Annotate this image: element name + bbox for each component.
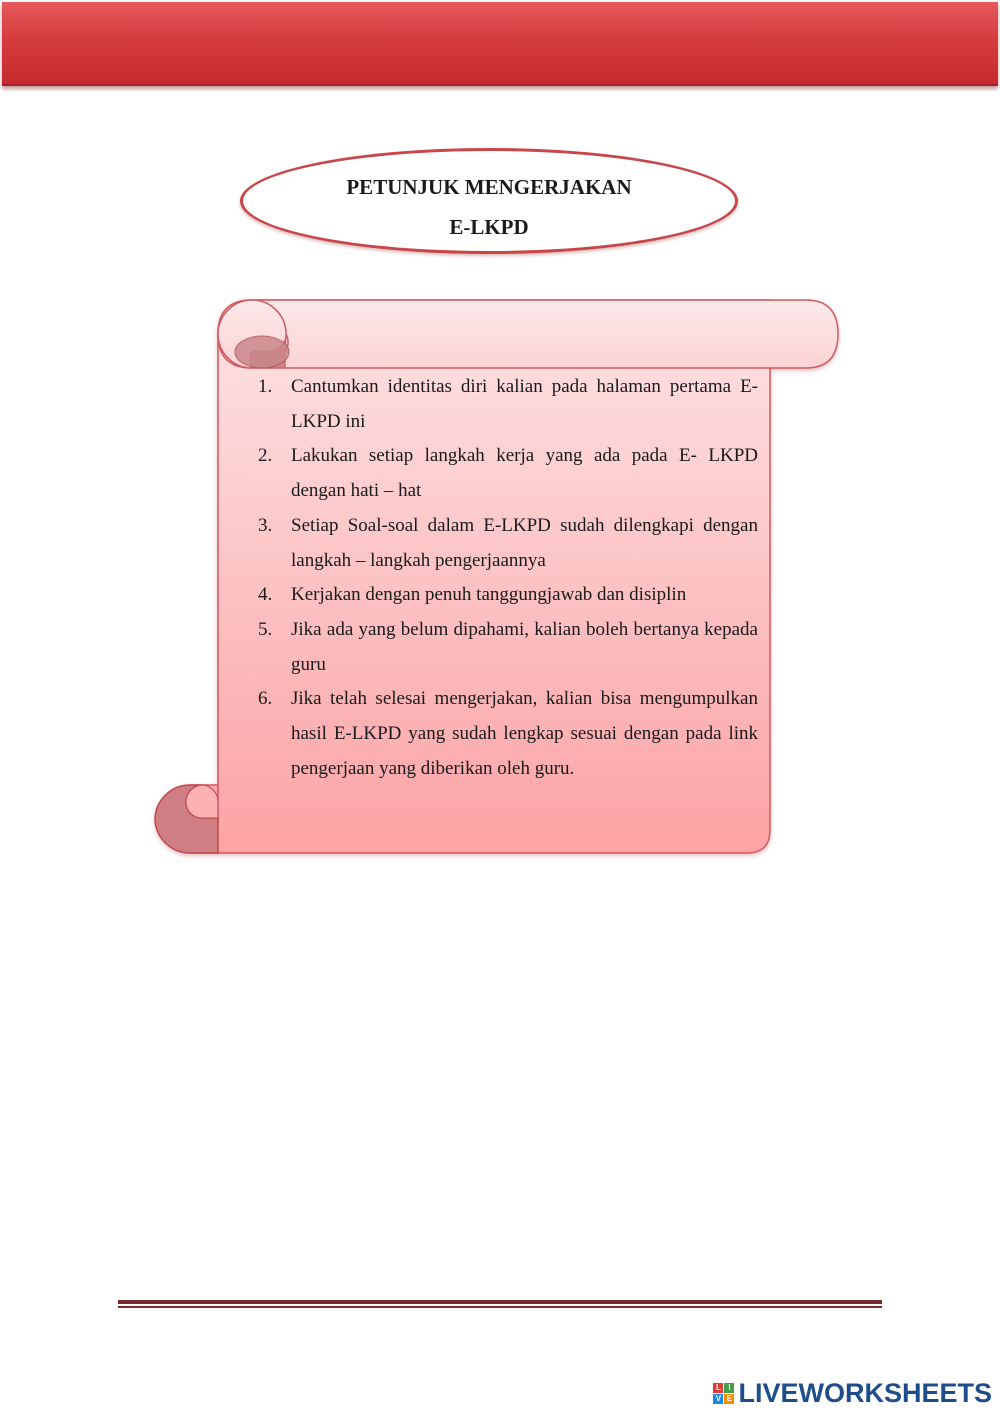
list-item-number: 6. [258, 688, 273, 710]
title-line-1: PETUNJUK MENGERJAKAN [346, 175, 632, 199]
brand-name: LIVEWORKSHEETS [738, 1377, 992, 1408]
logo-letter-e: E [724, 1394, 734, 1404]
instruction-list [258, 370, 758, 786]
list-item-text: Kerjakan dengan penuh tanggungjawab dan disiplin [291, 584, 687, 606]
list-item [258, 509, 758, 578]
list-item [258, 370, 758, 439]
list-item [258, 578, 758, 613]
list-item-text: Jika ada yang belum dipahami, kalian boleh bertanya kepada guru [291, 618, 758, 675]
list-item-text: Setiap Soal-soal dalam E-LKPD sudah dilengkapi dengan langkah – langkah pengerjaannya [291, 514, 758, 571]
list-item [258, 613, 758, 682]
list-item [258, 439, 758, 508]
list-item-number: 3. [258, 514, 273, 536]
footer-divider [118, 1300, 882, 1309]
list-item-number: 5. [258, 618, 273, 640]
logo-letter-l: L [713, 1383, 723, 1393]
list-item-number: 1. [258, 376, 273, 397]
list-item-text: Lakukan setiap langkah kerja yang ada pada E- LKPD dengan hati – hat [291, 445, 758, 502]
liveworksheets-brand[interactable] [713, 1376, 992, 1410]
liveworksheets-logo-icon [713, 1383, 734, 1404]
list-item [258, 682, 758, 786]
list-item-number: 4. [258, 584, 273, 606]
list-item-number: 2. [258, 445, 273, 467]
list-item-text: Cantumkan identitas diri kalian pada halaman pertama E-LKPD ini [291, 376, 758, 432]
title-line-2: E-LKPD [449, 215, 529, 239]
list-item-text: Jika telah selesai mengerjakan, kalian bisa mengumpulkan hasil E-LKPD yang sudah lengkap sesuai dengan pada link pengerjaan yang diberikan oleh guru. [291, 688, 758, 779]
logo-letter-v: V [713, 1394, 723, 1404]
logo-letter-i: I [724, 1383, 734, 1393]
